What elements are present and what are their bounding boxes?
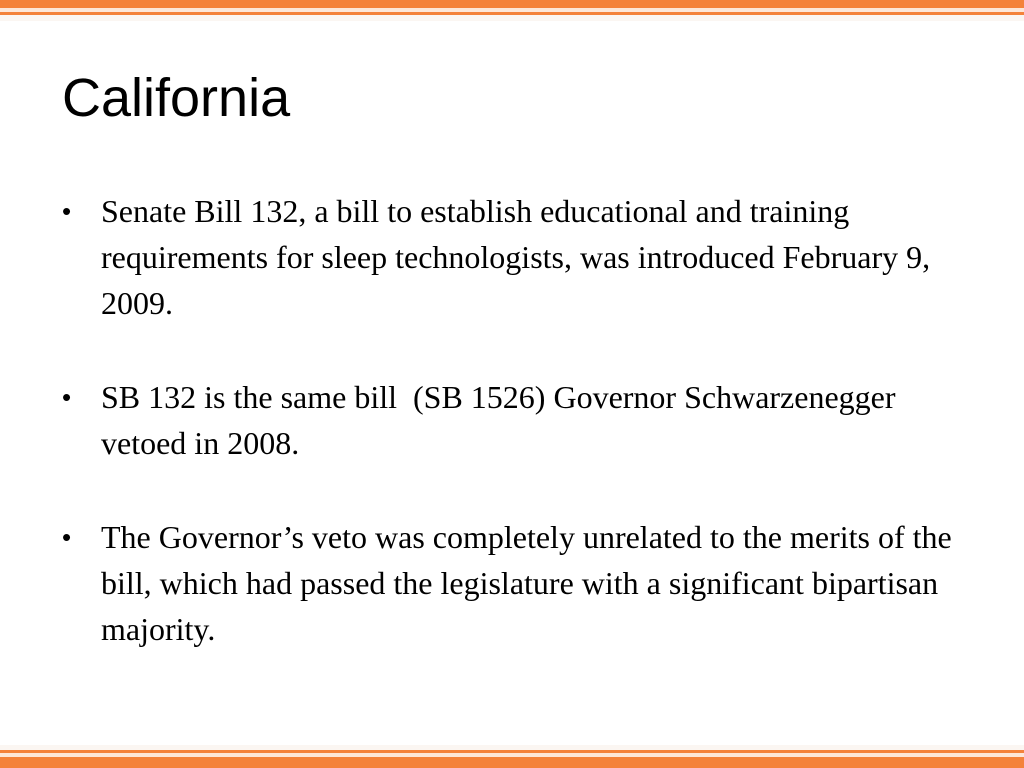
bottom-accent-band [0, 757, 1024, 768]
bullet-item [62, 374, 982, 466]
slide-title: California [62, 68, 291, 128]
bullet-item [62, 514, 982, 652]
bullet-dot-icon: • [62, 382, 72, 412]
bullet-list [62, 188, 982, 700]
top-accent-band [0, 0, 1024, 8]
bullet-text: Senate Bill 132, a bill to establish educational and training requirements for sleep technologists, was introduced February 9, 2009. [101, 193, 939, 321]
bullet-item [62, 188, 982, 326]
top-accent-fade [0, 15, 1024, 21]
bullet-text: The Governor’s veto was completely unrelated to the merits of the bill, which had passed the legislature with a significant bipartisan majority. [101, 519, 960, 647]
bullet-dot-icon: • [62, 522, 72, 552]
bullet-text: SB 132 is the same bill (SB 1526) Governor Schwarzenegger vetoed in 2008. [101, 379, 904, 461]
bullet-dot-icon: • [62, 196, 72, 226]
